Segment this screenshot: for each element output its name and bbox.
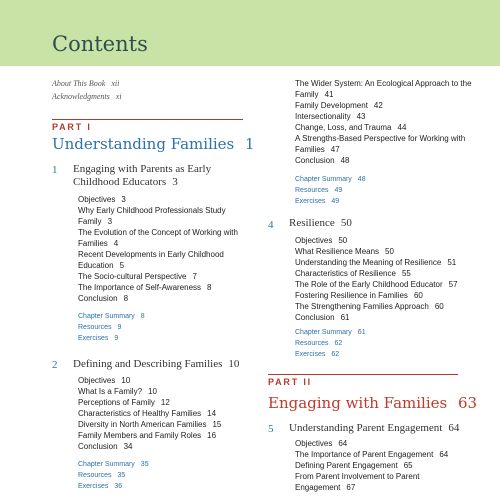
part-title[interactable]: Engaging with Families 63 (268, 394, 478, 412)
toc-summary-link[interactable]: Chapter Summary 48 (295, 176, 366, 183)
toc-entry[interactable]: Conclusion 48 (295, 156, 350, 165)
toc-summary-link[interactable]: Exercises 62 (295, 351, 340, 358)
toc-summary-link[interactable]: Exercises 9 (78, 335, 119, 342)
chapter-number: 5 (268, 423, 274, 435)
toc-entry[interactable]: The Wider System: An Ecological Approach to the Family 41 (295, 79, 472, 99)
part-divider (268, 374, 458, 375)
toc-entry[interactable]: Characteristics of Healthy Families 14 (78, 409, 217, 418)
chapter-title[interactable]: Resilience 50 (289, 217, 352, 229)
toc-entry[interactable]: Objectives 64 (295, 439, 348, 448)
toc-entry[interactable]: Defining Parent Engagement 65 (295, 461, 413, 470)
toc-entry[interactable]: The Evolution of the Concept of Working with Families 4 (78, 228, 238, 248)
chapter-title[interactable]: Defining and Describing Families 10 (73, 358, 240, 370)
toc-entry[interactable]: Objectives 3 (78, 195, 126, 204)
toc-entry[interactable]: Family Development 42 (295, 101, 383, 110)
toc-entry[interactable]: The Importance of Parent Engagement 64 (295, 450, 449, 459)
toc-entry[interactable]: Recent Developments in Early Childhood Education 5 (78, 250, 224, 270)
part-label: PART I (52, 122, 92, 132)
toc-summary-link[interactable]: Chapter Summary 61 (295, 329, 366, 336)
toc-entry[interactable]: Objectives 50 (295, 236, 348, 245)
chapter-number: 1 (52, 164, 58, 176)
toc-summary-link[interactable]: Exercises 49 (295, 198, 340, 205)
toc-entry[interactable]: A Strengths-Based Perspective for Working with Families 47 (295, 134, 466, 154)
toc-entry[interactable]: From Parent Involvement to Parent Engagement 67 (295, 472, 420, 492)
page-title: Contents (52, 32, 148, 56)
part-label: PART II (268, 377, 312, 387)
chapter-number: 2 (52, 359, 58, 371)
toc-entry[interactable]: The Socio-cultural Perspective 7 (78, 272, 197, 281)
part-divider (52, 119, 243, 120)
toc-entry[interactable]: Change, Loss, and Trauma 44 (295, 123, 407, 132)
toc-entry[interactable]: The Strengthening Families Approach 60 (295, 302, 444, 311)
toc-summary-link[interactable]: Chapter Summary 35 (78, 461, 149, 468)
toc-summary-link[interactable]: Resources 35 (78, 472, 126, 479)
toc-entry[interactable]: Conclusion 34 (78, 442, 133, 451)
toc-entry[interactable]: Intersectionality 43 (295, 112, 366, 121)
part-title[interactable]: Understanding Families 1 (52, 135, 255, 153)
toc-entry[interactable]: What Resilience Means 50 (295, 247, 394, 256)
toc-entry[interactable]: Conclusion 61 (295, 313, 350, 322)
chapter-number: 4 (268, 219, 274, 231)
toc-entry[interactable]: Fostering Resilience in Families 60 (295, 291, 423, 300)
toc-entry[interactable]: Diversity in North American Families 15 (78, 420, 222, 429)
chapter-title[interactable]: Understanding Parent Engagement 64 (289, 422, 460, 434)
toc-entry[interactable]: Characteristics of Resilience 55 (295, 269, 411, 278)
toc-entry[interactable]: The Importance of Self-Awareness 8 (78, 283, 212, 292)
toc-entry[interactable]: What Is a Family? 10 (78, 387, 157, 396)
toc-entry[interactable]: Understanding the Meaning of Resilience 51 (295, 258, 457, 267)
toc-entry[interactable]: Perceptions of Family 12 (78, 398, 170, 407)
toc-entry[interactable]: Objectives 10 (78, 376, 131, 385)
toc-entry[interactable]: The Role of the Early Childhood Educator 57 (295, 280, 458, 289)
toc-summary-link[interactable]: Resources 49 (295, 187, 343, 194)
toc-entry[interactable]: Conclusion 8 (78, 294, 129, 303)
toc-entry[interactable]: Family Members and Family Roles 16 (78, 431, 217, 440)
front-matter-item[interactable]: About This Book xii (52, 79, 120, 88)
toc-summary-link[interactable]: Resources 62 (295, 340, 343, 347)
toc-summary-link[interactable]: Chapter Summary 8 (78, 313, 145, 320)
toc-summary-link[interactable]: Resources 9 (78, 324, 122, 331)
front-matter-item[interactable]: Acknowledgments xi (52, 92, 122, 101)
chapter-title[interactable]: Engaging with Parents as Early Childhood Educators 3 (73, 163, 212, 188)
toc-summary-link[interactable]: Exercises 36 (78, 483, 123, 490)
toc-entry[interactable]: Why Early Childhood Professionals Study Family 3 (78, 206, 226, 226)
